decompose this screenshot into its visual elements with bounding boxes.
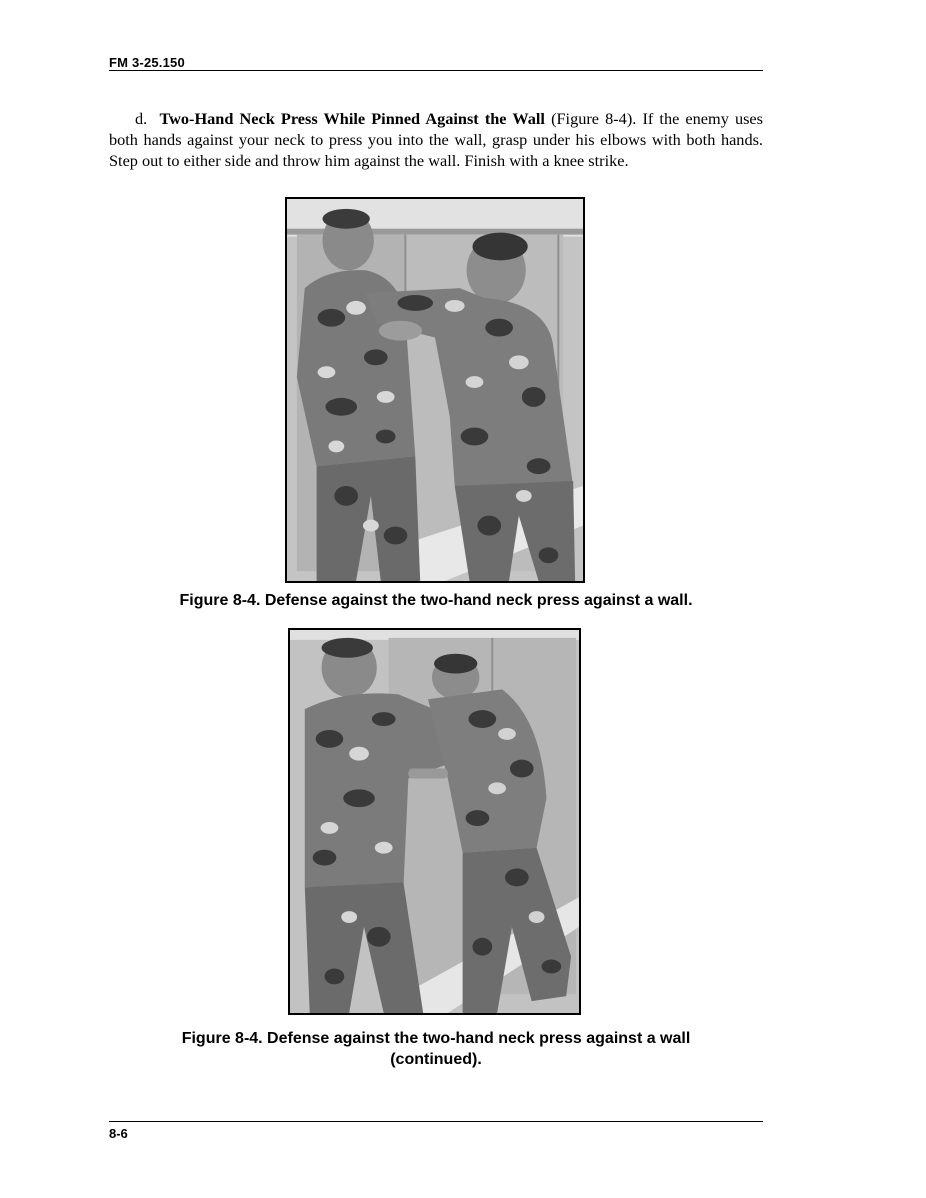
figure-caption-1: Figure 8-4. Defense against the two-hand neck press against a wall.	[179, 592, 693, 609]
body-paragraph	[109, 108, 763, 171]
paragraph-title: Two-Hand Neck Press While Pinned Against the Wall	[159, 109, 545, 128]
document-id: FM 3-25.150	[109, 55, 185, 70]
footer-rule	[170, 1121, 763, 1122]
page-number: 8-6	[109, 1126, 128, 1141]
header-rule	[109, 70, 763, 71]
figure-photo-neck-press	[285, 197, 585, 583]
figure-caption-2-line-1: Figure 8-4. Defense against the two-hand neck press against a wall	[181, 1030, 691, 1047]
paragraph-body: (Figure 8-4). If the enemy uses both hands against your neck to press you into the wall, grasp under his elbows with both hands. Step out to either side and throw him against the wall. Finish with a knee strike.	[109, 109, 763, 170]
photo-illustration	[287, 199, 583, 581]
photo-illustration-continued	[290, 630, 579, 1013]
figure-photo-neck-press-continued	[288, 628, 581, 1015]
figure-caption-2	[109, 1028, 763, 1070]
figure-caption-2-line-2: (continued).	[390, 1051, 482, 1068]
paragraph-label: d.	[135, 109, 148, 128]
footer-rule-short	[109, 1121, 170, 1122]
